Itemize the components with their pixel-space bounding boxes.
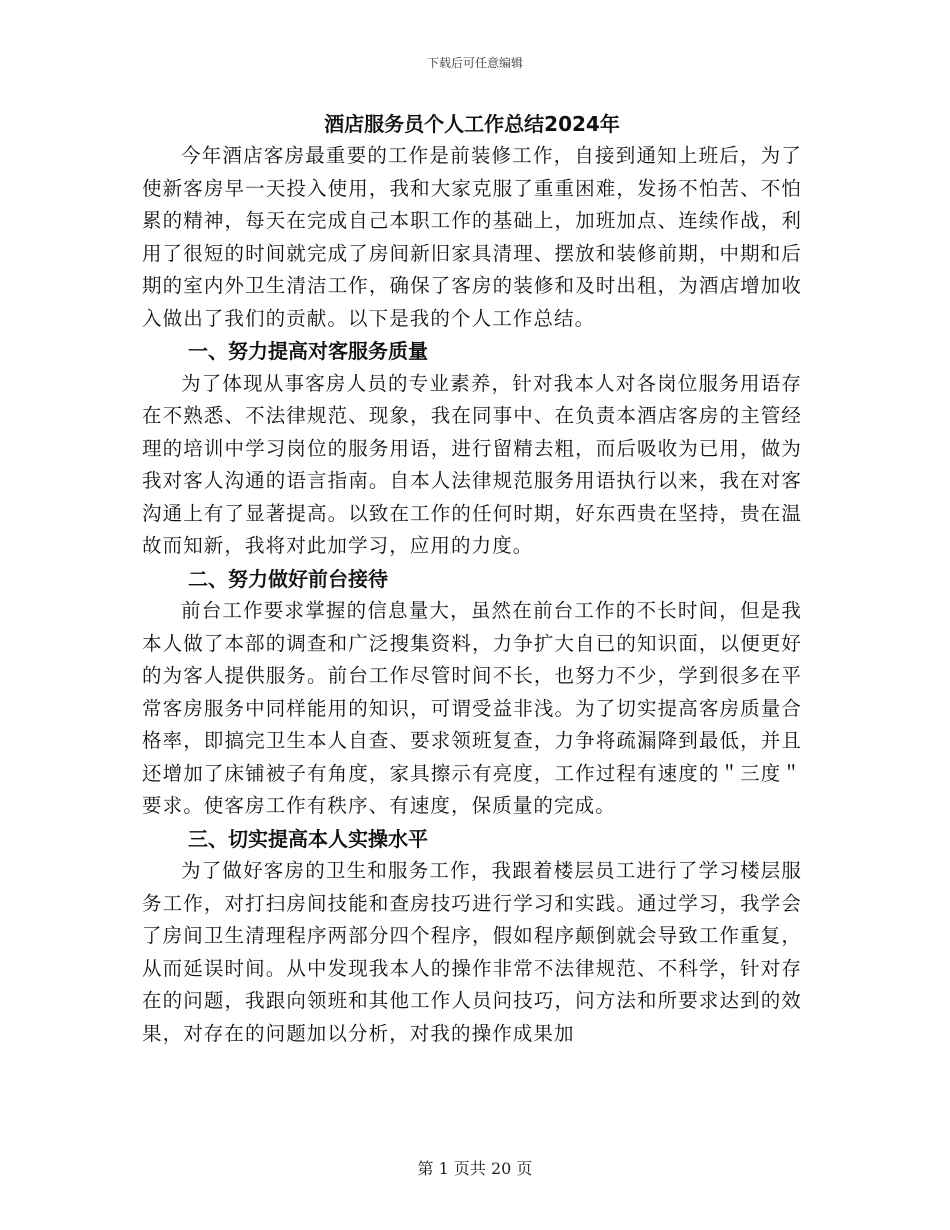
section-body-1: 为了体现从事客房人员的专业素养，针对我本人对各岗位服务用语存在不熟悉、不法律规范、现象，我在同事中、在负责本酒店客房的主管经理的培训中学习岗位的服务用语，进行留精去粗，而后吸收为已用，做为我对客人沟通的语言指南。自本人法律规范服务用语执行以来，我在对客沟通上有了显著提高。以致在工作的任何时期，好东西贵在坚持，贵在温故而知新，我将对此加学习，应用的力度。 <box>142 371 802 557</box>
page-number-footer: 第 1 页共 20 页 <box>417 1159 533 1178</box>
document-body <box>142 108 802 1050</box>
header-note: 下载后可任意编辑 <box>426 56 523 70</box>
section-body-2: 前台工作要求掌握的信息量大，虽然在前台工作的不长时间，但是我本人做了本部的调查和广泛搜集资料，力争扩大自已的知识面，以便更好的为客人提供服务。前台工作尽管时间不长，也努力不少，学到很多在平常客房服务中同样能用的知识，可谓受益非浅。为了切实提高客房质量合格率，即搞完卫生本人自查、要求领班复查，力争将疏漏降到最低，并且还增加了床铺被子有角度，家具擦示有亮度，工作过程有速度的＂三度＂要求。使客房工作有秩序、有速度，保质量的完成。 <box>142 599 802 817</box>
section-heading-3: 三、切实提高本人实操水平 <box>188 826 428 851</box>
section-heading-1: 一、努力提高对客服务质量 <box>188 339 428 363</box>
document-title: 酒店服务员个人工作总结2024年 <box>324 112 620 136</box>
section-heading-2: 二、努力做好前台接待 <box>188 566 388 591</box>
section-body-3: 为了做好客房的卫生和服务工作，我跟着楼层员工进行了学习楼层服务工作，对打扫房间技能和查房技巧进行学习和实践。通过学习，我学会了房间卫生清理程序两部分四个程序，假如程序颠倒就会导致工作重复，从而延误时间。从中发现我本人的操作非常不法律规范、不科学，针对存在的问题，我跟向领班和其他工作人员问技巧，问方法和所要求达到的效果，对存在的问题加以分析，对我的操作成果加 <box>142 859 802 1045</box>
intro-paragraph: 今年酒店客房最重要的工作是前装修工作，自接到通知上班后，为了使新客房早一天投入使用，我和大家克服了重重困难，发扬不怕苦、不怕累的精神，每天在完成自己本职工作的基础上，加班加点、连续作战，利用了很短的时间就完成了房间新旧家具清理、摆放和装修前期，中期和后期的室内外卫生清洁工作，确保了客房的装修和及时出租，为酒店增加收入做出了我们的贡献。以下是我的个人工作总结。 <box>142 144 802 330</box>
